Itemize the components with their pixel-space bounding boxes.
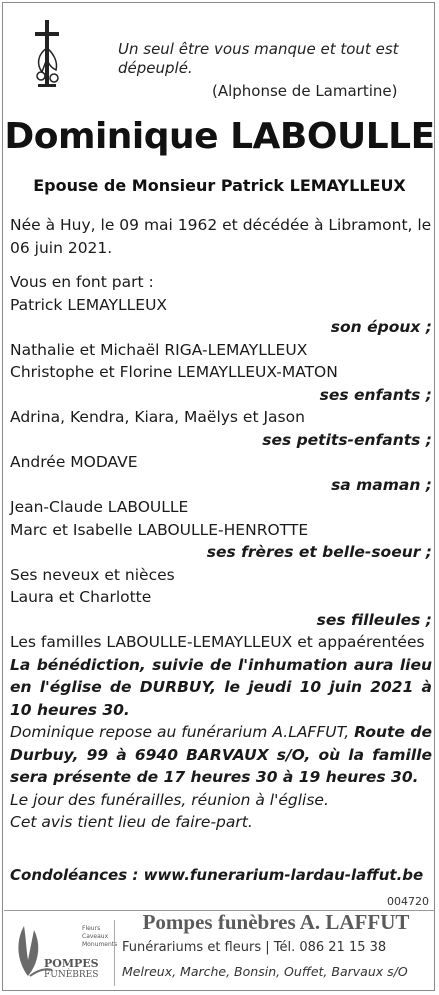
relation-label: ses filleules ; [316,610,432,629]
family-name: Marc et Isabelle LABOULLE-HENROTTE [10,520,309,539]
family-name: Laura et Charlotte [10,588,152,606]
family-name: Christophe et Florine LEMAYLLEUX-MATON [10,363,338,381]
ceremony-paragraph: La bénédiction, suivie de l'inhumation aura lieu en l'église de DURBUY, le jeudi 10 juin 2021 à 10 heures 30. [10,655,432,719]
family-group [10,496,432,564]
locations-list: Melreux, Marche, Bonsin, Ouffet, Barvaux s/O [122,964,408,979]
rest-paragraph [10,721,432,789]
family-name: Patrick LEMAYLLEUX [10,295,168,314]
logo-tag-line: Monuments [82,941,118,948]
families-line: Les familles LABOULLE-LEMAYLLEUX et appaérentées [10,633,425,651]
company-name: Pompes funèbres A. LAFFUT [142,910,410,934]
family-name: Jean-Claude LABOULLE [10,498,189,516]
relation-label: ses frères et belle-soeur ; [206,543,432,561]
logo-word-funebres: FUNÈBRES [44,970,99,980]
deceased-name: Dominique LABOULLE [4,116,435,157]
relation-label: ses petits-enfants ; [262,430,432,449]
birth-death-line: Née à Huy, le 09 mai 1962 et décédée à Libramont, le 06 juin 2021. [10,216,432,257]
cross-with-flowers-icon [30,18,64,90]
quote-text: Un seul être vous manque et tout est dépeuplé. [118,40,399,77]
spouse-subtitle: Epouse de Monsieur Patrick LEMAYLLEUX [33,176,406,195]
family-group [10,339,432,407]
logo-word-pompes: POMPES [44,957,99,970]
family-name: Nathalie et Michaël RIGA-LEMAYLLEUX [10,340,308,359]
services-phone: Funérariums et fleurs | Tél. 086 21 15 38 [122,940,387,955]
relation-label: sa maman ; [331,475,432,494]
family-group [10,406,432,451]
logo-tag-line: Fleurs [82,925,101,932]
intro-line: Vous en font part : [10,273,154,291]
condolences-link[interactable]: Condoléances : www.funerarium-lardau-laffut.be [10,866,424,884]
family-group [10,294,432,339]
family-name: Andrée MODAVE [10,453,138,471]
notice-line: Cet avis tient lieu de faire-part. [10,813,253,831]
footer-separator [114,920,115,986]
family-name: Adrina, Kendra, Kiara, Maëlys et Jason [10,408,305,426]
relation-label: son époux ; [330,318,432,336]
family-group [10,451,432,496]
reference-number: 004720 [387,895,429,908]
family-name: Ses neveux et nièces [10,565,175,584]
family-group [10,564,432,632]
relation-label: ses enfants ; [319,385,432,404]
quote-author: (Alphonse de Lamartine) [212,82,398,100]
rest-text-2: Route de Durbuy, 99 à 6940 BARVAUX s/O, où la famille sera présente de 17 heures 30 à 19 heures 30. [10,723,432,786]
rest-text-1: Dominique repose au funérarium A.LAFFUT, [10,723,355,741]
logo-tag-line: Caveaux [82,933,109,940]
funeral-day-line: Le jour des funérailles, réunion à l'église. [10,790,329,809]
notice-body [10,214,432,834]
logo-tagline [82,925,117,949]
